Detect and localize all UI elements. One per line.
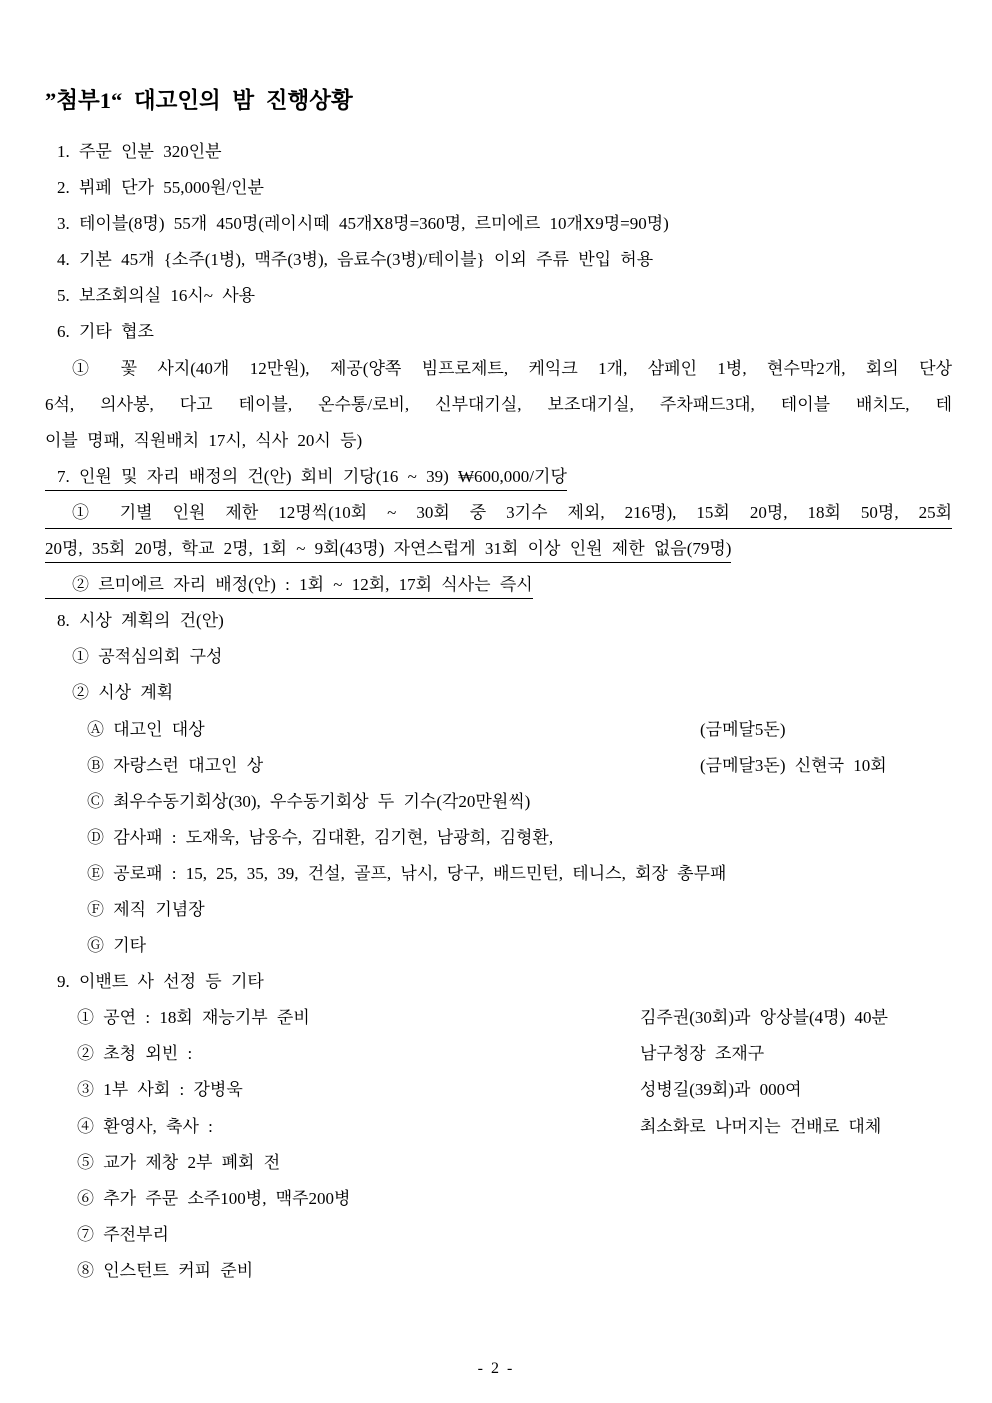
item-3-tables: 3. 테이블(8명) 55개 450명(레이시떼 45개X8명=360명, 르미에르 10개X9명=90명): [57, 214, 669, 234]
document-body: [45, 134, 952, 1289]
item-9-sub-6-extra-order: ⑥ 추가 주문 소주100병, 맥주200병: [77, 1188, 351, 1208]
item-6-sub-1: ① 꽃 사지(40개 12만원), 제공(양쪽 빔프로제트, 케익크 1개, 삼페인 1병, 현수막2개, 회의 단상: [72, 358, 952, 378]
item-7-sub-1: ① 기별 인원 제한 12명씩(10회 ~ 30회 중 3기수 제외, 216명), 15회 20명, 18회 50명, 25회: [45, 498, 952, 529]
item-9-sub-2-note: 남구청장 조재구: [640, 1044, 765, 1064]
page-number: - 2 -: [477, 1360, 515, 1377]
page-title: ”첨부1“ 대고인의 밤 진행상황: [45, 88, 353, 113]
item-8-sub-1: ① 공적심의회 구성: [72, 647, 223, 667]
item-9-sub-1-performance: ① 공연 : 18회 재능기부 준비 김주권(30회)과 앙상블(4명) 40분: [77, 1000, 952, 1036]
item-9-sub-1-note: 김주권(30회)과 앙상블(4명) 40분: [640, 1008, 888, 1028]
award-d-appreciation-plaque: Ⓓ 감사패 : 도재욱, 남웅수, 김대환, 김기현, 남광희, 김형환,: [87, 827, 554, 847]
item-9-sub-8-coffee: ⑧ 인스턴트 커피 준비: [77, 1260, 254, 1280]
item-4-drinks: 4. 기본 45개 {소주(1병), 맥주(3병), 음료수(3병)/테이블} 이외 주류 반입 허용: [57, 250, 654, 270]
award-a-note: (금메달5돈): [700, 719, 786, 739]
item-1-order-count: 1. 주문 인분 320인분: [57, 142, 222, 161]
item-6-sub-1-cont-2: 이블 명패, 직원배치 17시, 식사 20시 등): [45, 430, 363, 450]
item-9-heading: 9. 이밴트 사 선정 등 기타: [57, 972, 264, 992]
award-g-etc: Ⓖ 기타: [87, 936, 147, 956]
award-e-merit-plaque: Ⓔ 공로패 : 15, 25, 35, 39, 건설, 골프, 낚시, 당구, 배드민턴, 테니스, 회장 총무패: [87, 863, 727, 883]
item-7-sub-1-cont: 20명, 35회 20명, 학교 2명, 1회 ~ 9회(43명) 자연스럽게 31회 이상 인원 제한 없음(79명): [45, 531, 952, 567]
item-5-meeting-room: 5. 보조회의실 16시~ 사용: [57, 286, 256, 306]
item-9-sub-2-guests: ② 초청 외빈 : 남구청장 조재구: [77, 1036, 952, 1072]
item-6-etc-heading: 6. 기타 협조: [57, 322, 154, 342]
award-b-note: (금메달3돈) 신현국 10회: [700, 755, 887, 775]
item-9-sub-3-note: 성병길(39회)과 000여: [640, 1080, 802, 1100]
item-8-sub-2: ② 시상 계획: [72, 683, 174, 703]
item-7-sub-2: ② 르미에르 자리 배정(안) : 1회 ~ 12회, 17회 식사는 즉시: [45, 567, 952, 603]
item-6-sub-1-cont-1: 6석, 의사봉, 다고 테이블, 온수통/로비, 신부대기실, 보조대기실, 주차패드3대, 테이블 배치도, 테: [45, 394, 952, 414]
award-f-commemorative: Ⓕ 제직 기념장: [87, 899, 205, 919]
award-c-class-prize: Ⓒ 최우수동기회상(30), 우수동기회상 두 기수(각20만원씩): [87, 791, 531, 811]
item-2-buffet-price: 2. 뷔페 단가 55,000원/인분: [57, 178, 264, 198]
item-9-sub-7-snacks: ⑦ 주전부리: [77, 1224, 169, 1244]
award-a-grand-prize: Ⓐ 대고인 대상 (금메달5돈): [87, 712, 952, 748]
item-7-heading: 7. 인원 및 자리 배정의 건(안) 회비 기당(16 ~ 39) ₩600,000/기당: [45, 459, 952, 495]
item-9-sub-5-school-song: ⑤ 교가 제창 2부 폐회 전: [77, 1152, 281, 1172]
award-b-proud-prize: Ⓑ 자랑스런 대고인 상 (금메달3돈) 신현국 10회: [87, 748, 952, 784]
item-9-sub-4-note: 최소화로 나머지는 건배로 대체: [640, 1116, 882, 1136]
item-9-sub-3-mc: ③ 1부 사회 : 강병욱 성병길(39회)과 000여: [77, 1072, 952, 1108]
item-8-heading: 8. 시상 계획의 건(안): [57, 611, 224, 631]
item-9-sub-4-speeches: ④ 환영사, 축사 : 최소화로 나머지는 건배로 대체: [77, 1109, 952, 1145]
